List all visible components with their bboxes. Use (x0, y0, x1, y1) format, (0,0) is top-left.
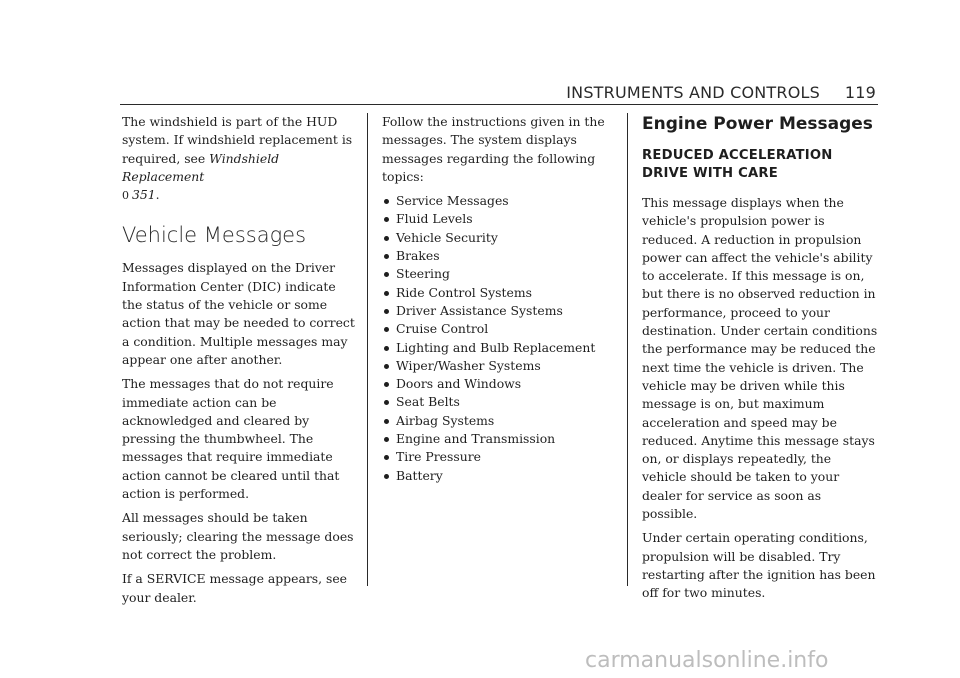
bullet-icon (384, 254, 389, 259)
watermark: carmanualsonline.info (585, 648, 829, 673)
list-item (382, 412, 614, 430)
running-section-title: INSTRUMENTS AND CONTROLS (566, 83, 820, 102)
bullet-icon (384, 291, 389, 296)
message-heading: REDUCED ACCELERATION DRIVE WITH CARE (642, 148, 833, 181)
list-item-label: Vehicle Security (396, 229, 498, 245)
column-right (642, 113, 878, 609)
bullet-icon (384, 455, 389, 460)
paragraph: Messages displayed on the Driver Information Center (DIC) indicate the status of the vehicle or some action that may be needed to correct a condition. Multiple messages may appear one after another. (122, 260, 355, 367)
list-item-label: Fluid Levels (396, 211, 473, 227)
xref-windshield-replacement[interactable]: Windshield Replacement (122, 150, 280, 184)
column-left (122, 113, 358, 613)
bullet-icon (384, 437, 389, 442)
list-item-label: Lighting and Bulb Replacement (396, 339, 596, 355)
list-item (382, 265, 614, 283)
list-item-label: Seat Belts (396, 394, 460, 410)
column-middle (382, 113, 614, 485)
hud-windshield-paragraph: The windshield is part of the HUD system. If windshield replacement is required, see Windshield Replacement 0 351. (122, 113, 358, 205)
paragraph: This message displays when the vehicle's propulsion power is reduced. A reduction in propulsion power can affect the vehicle's ability to accelerate. If this message is on, but there is no observed reduction in performance, proceed to your destination. Under certain conditions the performance may be reduced the next time the vehicle is driven. The vehicle may be driven while this message is on, but maximum acceleration and speed may be reduced. Anytime this message stays on, or displays repeatedly, the vehicle should be taken to your dealer for service as soon as possible. (642, 195, 878, 522)
bullet-icon (384, 346, 389, 351)
xref-page-number[interactable]: 351 (132, 187, 156, 203)
list-item-label: Engine and Transmission (396, 431, 556, 447)
page-number: 119 (844, 83, 876, 102)
list-item (382, 247, 614, 265)
list-item-label: Brakes (396, 248, 440, 264)
paragraph: The messages that do not require immediate action can be acknowledged and cleared by pressing the thumbwheel. The messages that require immediate action cannot be cleared until that action is performed. (122, 376, 340, 502)
bullet-icon (384, 199, 389, 204)
list-item (382, 210, 614, 228)
list-item (382, 357, 614, 375)
list-item-label: Battery (396, 467, 443, 483)
list-item (382, 284, 614, 302)
list-item-label: Steering (396, 266, 450, 282)
list-item-label: Airbag Systems (396, 412, 495, 428)
list-item-label: Wiper/Washer Systems (396, 357, 541, 373)
list-item-label: Cruise Control (396, 321, 489, 337)
list-item (382, 448, 614, 466)
list-item (382, 430, 614, 448)
list-item (382, 320, 614, 338)
list-item (382, 339, 614, 357)
bullet-icon (384, 217, 389, 222)
bullet-icon (384, 236, 389, 241)
list-item (382, 375, 614, 393)
list-item (382, 467, 614, 485)
paragraph: All messages should be taken seriously; clearing the message does not correct the problem. (122, 510, 354, 562)
header-rule (120, 104, 878, 105)
bullet-icon (384, 400, 389, 405)
list-item-label: Ride Control Systems (396, 284, 532, 300)
list-item (382, 302, 614, 320)
column-divider-2 (627, 113, 628, 586)
bullet-icon (384, 364, 389, 369)
section-heading-engine-power: Engine Power Messages (642, 114, 873, 134)
bullet-icon (384, 309, 389, 314)
topic-list (382, 192, 614, 485)
list-item (382, 393, 614, 411)
column-divider-1 (367, 113, 368, 586)
section-heading-vehicle-messages: Vehicle Messages (122, 223, 307, 248)
bullet-icon (384, 474, 389, 479)
bullet-icon (384, 272, 389, 277)
bullet-icon (384, 382, 389, 387)
topics-intro: Follow the instructions given in the messages. The system displays messages regarding the following topics: (382, 114, 605, 184)
list-item (382, 192, 614, 210)
list-item-label: Tire Pressure (396, 449, 481, 465)
list-item-label: Service Messages (396, 193, 509, 209)
paragraph: If a SERVICE message appears, see your dealer. (122, 571, 348, 605)
list-item-label: Doors and Windows (396, 376, 522, 392)
list-item (382, 229, 614, 247)
bullet-icon (384, 419, 389, 424)
page-reference-icon: 0 (122, 189, 129, 203)
bullet-icon (384, 327, 389, 332)
paragraph: Under certain operating conditions, propulsion will be disabled. Try restarting after the ignition has been off for two minutes. (642, 530, 876, 601)
list-item-label: Driver Assistance Systems (396, 302, 563, 318)
